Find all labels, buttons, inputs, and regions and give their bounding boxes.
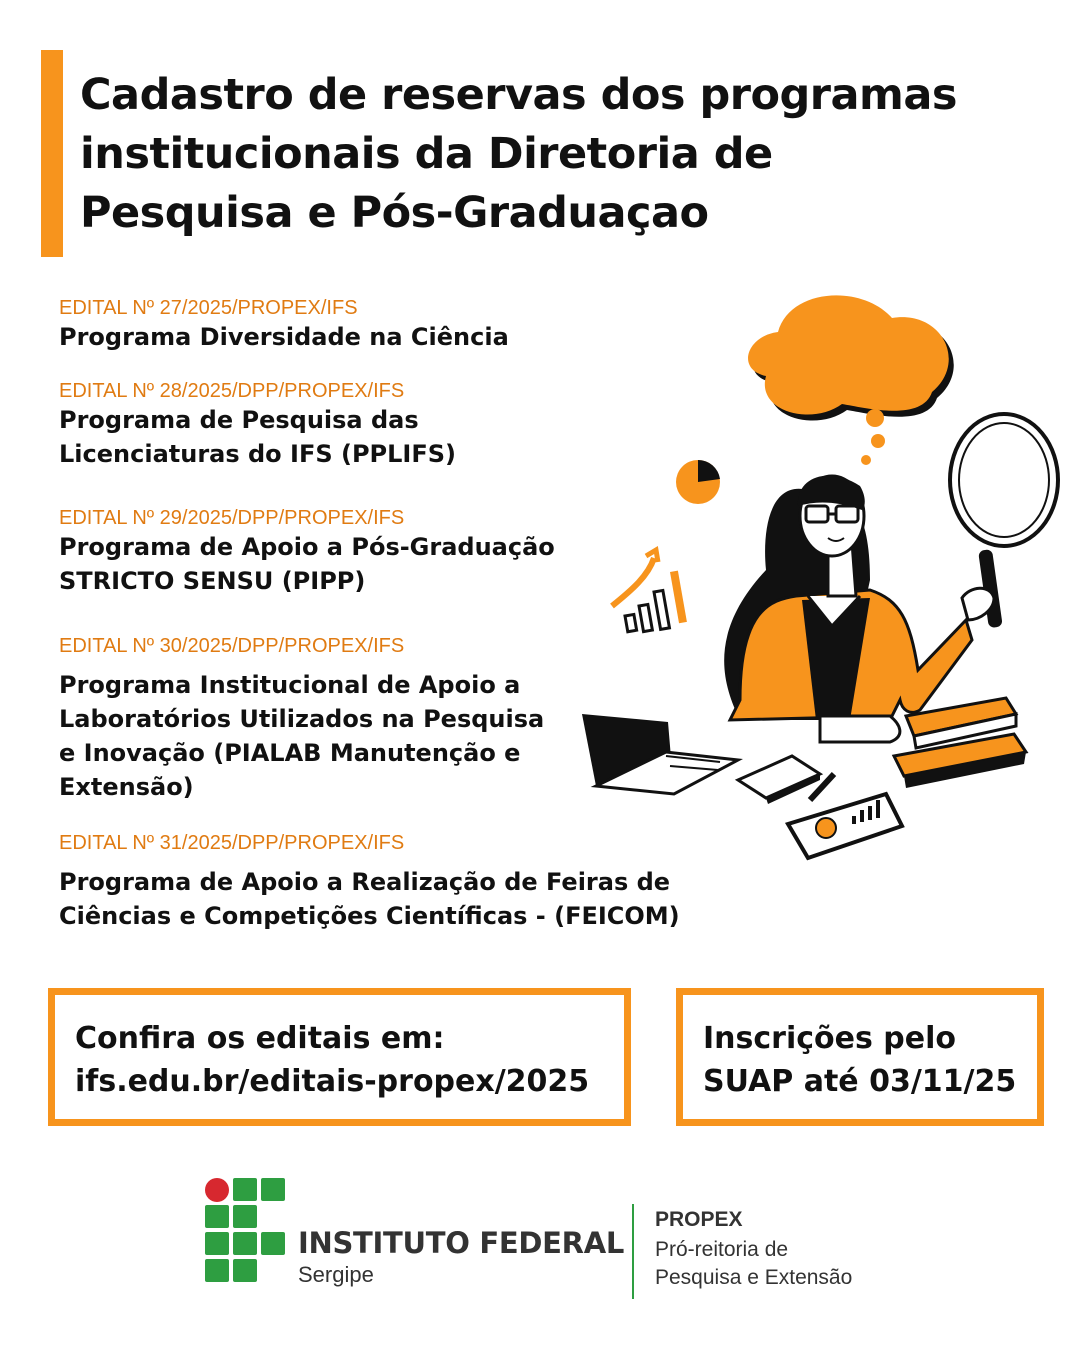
registration-info-box xyxy=(676,988,1044,1126)
title-accent-bar xyxy=(41,50,63,257)
edital-27 xyxy=(59,296,509,354)
registration-deadline: SUAP até 03/11/25 xyxy=(703,1064,1017,1099)
woman-researcher-illustration xyxy=(570,280,1070,870)
edital-code: EDITAL Nº 28/2025/DPP/PROPEX/IFS xyxy=(59,380,405,402)
edital-program-name: Programa de Apoio a Pós-Graduação STRICTO SENSU (PIPP) xyxy=(59,533,555,595)
edital-code: EDITAL Nº 30/2025/DPP/PROPEX/IFS xyxy=(59,635,405,657)
instituto-federal-logo xyxy=(205,1178,285,1282)
institution-name: INSTITUTO FEDERAL xyxy=(298,1226,625,1260)
laptop-icon xyxy=(582,714,738,794)
page-title: Cadastro de reservas dos programas institucionais da Diretoria de Pesquisa e Pós-Graduaçao xyxy=(80,70,957,238)
edital-program-name: Programa Diversidade na Ciência xyxy=(59,323,509,351)
institution-state: Sergipe xyxy=(298,1262,374,1287)
editais-link-label: Confira os editais em: xyxy=(75,1021,445,1056)
edital-code: EDITAL Nº 27/2025/PROPEX/IFS xyxy=(59,297,358,319)
edital-program-name: Programa Institucional de Apoio a Laboratórios Utilizados na Pesquisa e Inovação (PIALAB Manutenção e Extensão) xyxy=(59,671,545,801)
edital-code: EDITAL Nº 31/2025/DPP/PROPEX/IFS xyxy=(59,832,405,854)
footer-divider xyxy=(632,1204,634,1299)
edital-29 xyxy=(59,506,555,598)
edital-28 xyxy=(59,379,456,471)
edital-code: EDITAL Nº 29/2025/DPP/PROPEX/IFS xyxy=(59,507,405,529)
thought-cloud-icon xyxy=(748,295,954,465)
registration-label: Inscrições pelo xyxy=(703,1021,956,1056)
editais-link-box xyxy=(48,988,631,1126)
notebook-icon xyxy=(738,756,820,804)
woman-figure xyxy=(724,476,994,742)
propex-title: PROPEX xyxy=(655,1208,743,1231)
editais-link-url[interactable]: ifs.edu.br/editais-propex/2025 xyxy=(75,1064,590,1099)
edital-program-name: Programa de Apoio a Realização de Feiras de Ciências e Competições Científicas - (FEICOM) xyxy=(59,868,680,930)
edital-program-name: Programa de Pesquisa das Licenciaturas do IFS (PPLIFS) xyxy=(59,406,456,468)
growth-chart-icon xyxy=(612,550,687,632)
pie-chart-icon xyxy=(676,460,720,504)
propex-subtitle: Pró-reitoria de Pesquisa e Extensão xyxy=(655,1238,853,1289)
edital-30 xyxy=(59,634,544,804)
